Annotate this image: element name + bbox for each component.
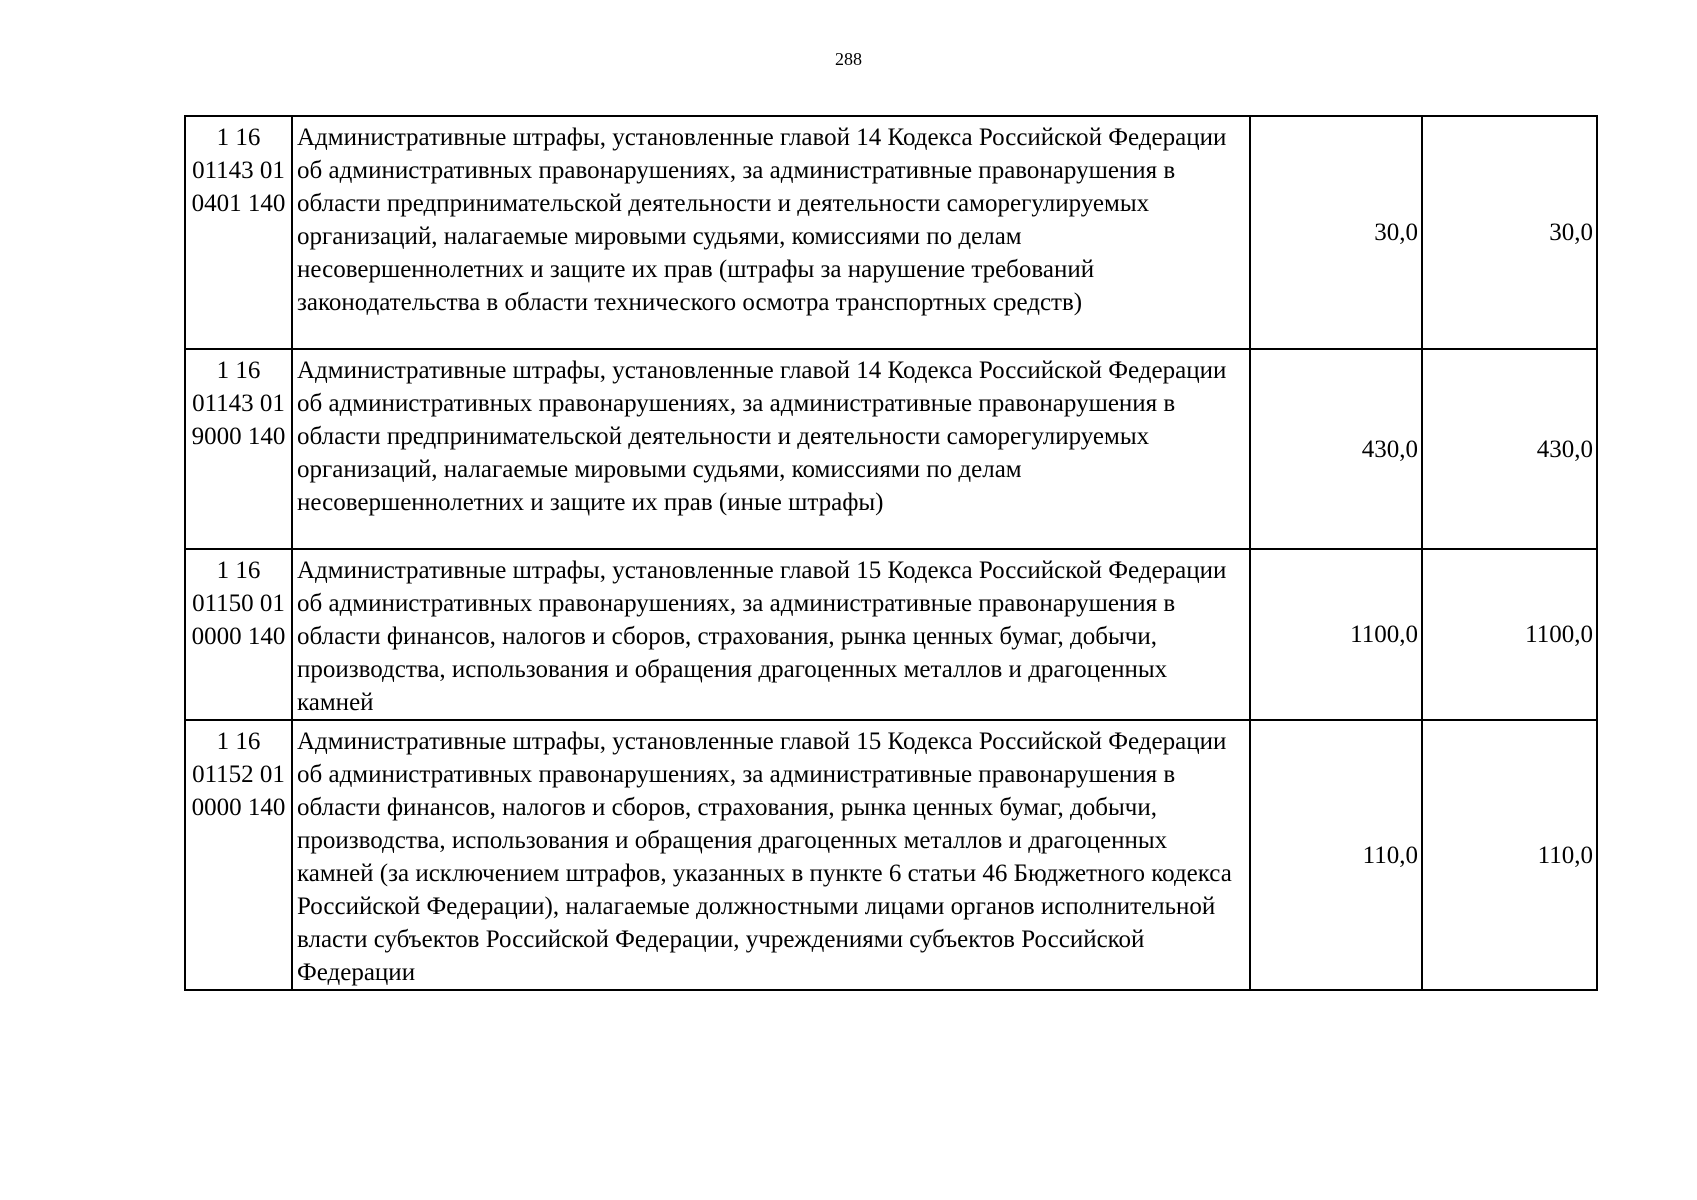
revenue-description: Административные штрафы, установленные главой 15 Кодекса Российской Федерации об административных правонарушениях, за административные правонарушения в области финансов, налогов и сборов, страхования, рынка ценных бумаг, добычи, производства, использования и обращения драгоценных металлов и драгоценных камней (292, 549, 1250, 720)
table-row (185, 116, 1597, 349)
page-number: 288 (835, 49, 862, 69)
table-row (185, 349, 1597, 549)
amount-value-2: 110,0 (1422, 720, 1597, 990)
revenue-description: Административные штрафы, установленные главой 14 Кодекса Российской Федерации об административных правонарушениях, за административные правонарушения в области предпринимательской деятельности и деятельности саморегулируемых организаций, налагаемые мировыми судьями, комиссиями по делам несовершеннолетних и защите их прав (иные штрафы) (292, 349, 1250, 549)
amount-value-1: 430,0 (1250, 349, 1422, 549)
classification-code: 1 16 01143 01 9000 140 (185, 349, 292, 549)
classification-code: 1 16 01143 01 0401 140 (185, 116, 292, 349)
amount-value-2: 30,0 (1422, 116, 1597, 349)
amount-value-1: 110,0 (1250, 720, 1422, 990)
classification-code: 1 16 01150 01 0000 140 (185, 549, 292, 720)
revenue-description: Административные штрафы, установленные главой 15 Кодекса Российской Федерации об административных правонарушениях, за административные правонарушения в области финансов, налогов и сборов, страхования, рынка ценных бумаг, добычи, производства, использования и обращения драгоценных металлов и драгоценных камней (за исключением штрафов, указанных в пункте 6 статьи 46 Бюджетного кодекса Российской Федерации), налагаемые должностными лицами органов исполнительной власти субъектов Российской Федерации, учреждениями субъектов Российской Федерации (292, 720, 1250, 990)
table-row (185, 720, 1597, 990)
amount-value-1: 1100,0 (1250, 549, 1422, 720)
amount-value-2: 1100,0 (1422, 549, 1597, 720)
table-row (185, 549, 1597, 720)
budget-table (184, 115, 1598, 991)
amount-value-2: 430,0 (1422, 349, 1597, 549)
revenue-description: Административные штрафы, установленные главой 14 Кодекса Российской Федерации об административных правонарушениях, за административные правонарушения в области предпринимательской деятельности и деятельности саморегулируемых организаций, налагаемые мировыми судьями, комиссиями по делам несовершеннолетних и защите их прав (штрафы за нарушение требований законодательства в области технического осмотра транспортных средств) (292, 116, 1250, 349)
amount-value-1: 30,0 (1250, 116, 1422, 349)
classification-code: 1 16 01152 01 0000 140 (185, 720, 292, 990)
